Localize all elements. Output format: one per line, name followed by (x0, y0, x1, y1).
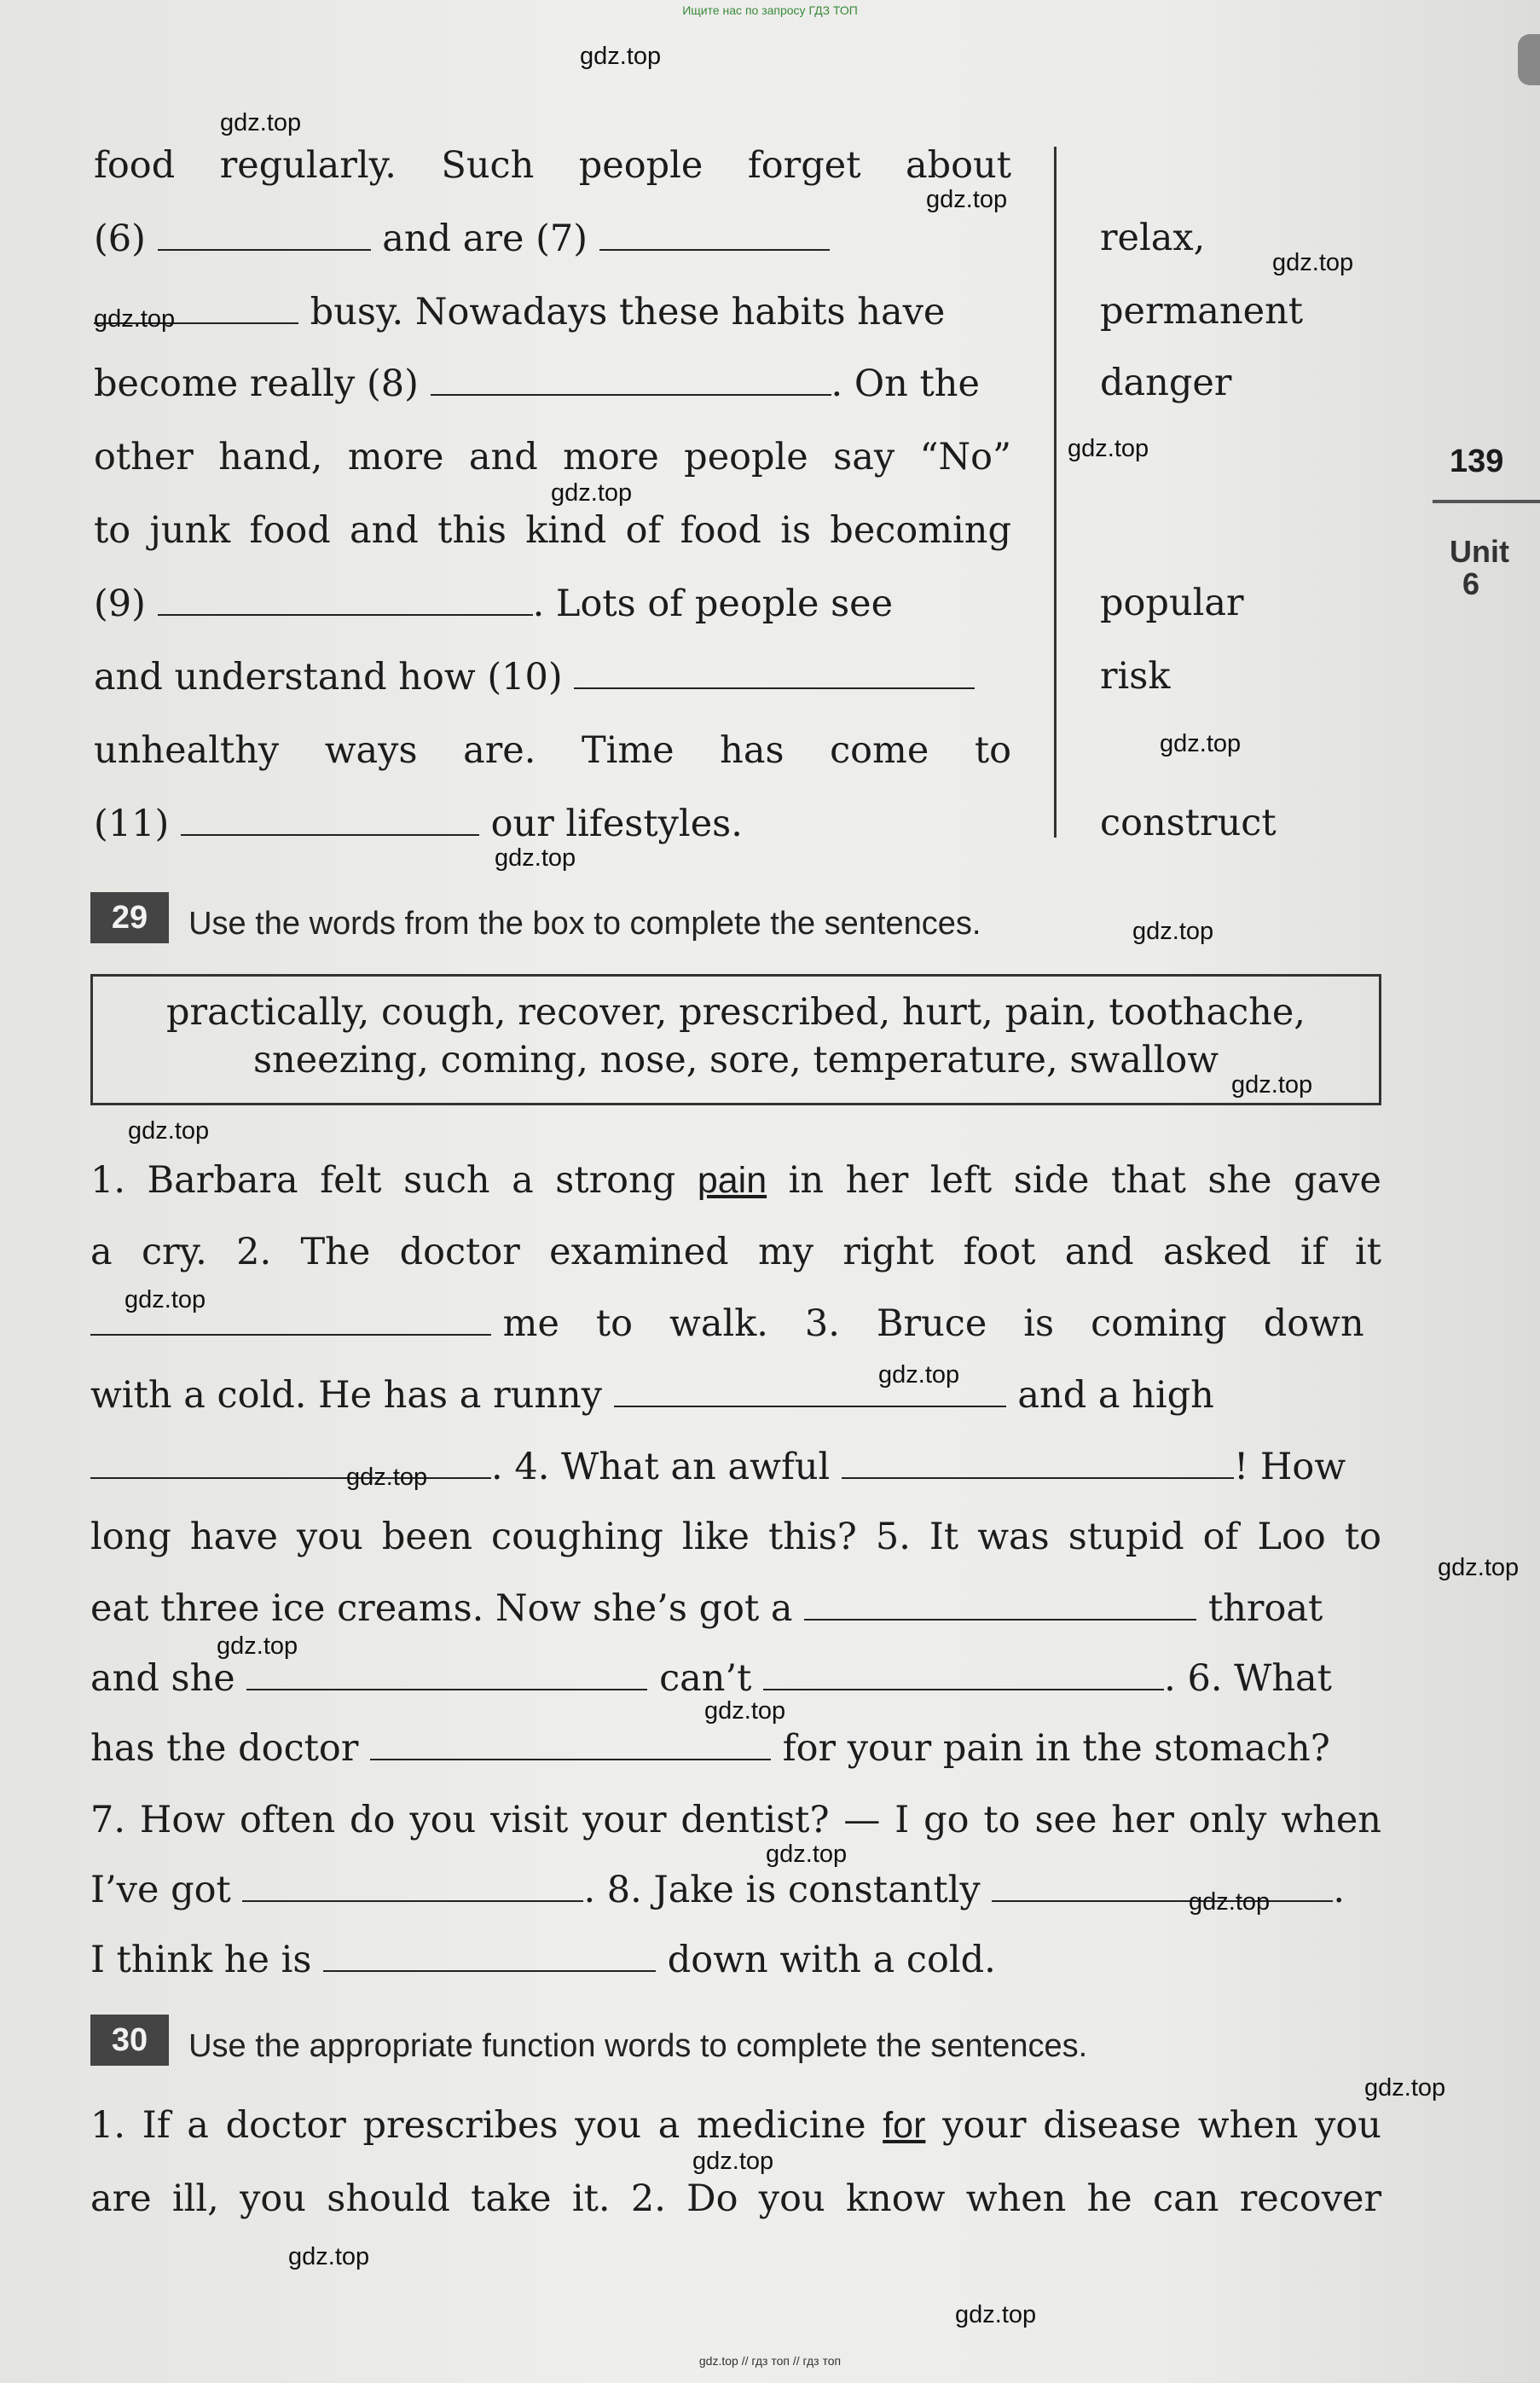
watermark: gdz.top (955, 2301, 1037, 2328)
ex29-line-5: . 4. What an awful ! How (90, 1445, 1346, 1489)
watermark: gdz.top (692, 2148, 774, 2175)
unit-label: Unit 6 (1450, 534, 1509, 601)
answer-blank (599, 220, 830, 251)
exercise-29-instruction: Use the words from the box to complete the sentences. (188, 906, 981, 942)
sample-answer: for (883, 2105, 926, 2146)
exercise-number-badge: 30 (90, 2015, 169, 2066)
ex28-line-9: unhealthy ways are. Time has come to (94, 729, 1011, 772)
watermark: gdz.top (704, 1697, 786, 1725)
watermark: gdz.top (495, 844, 576, 872)
answer-blank (992, 1871, 1333, 1902)
watermark: gdz.top (926, 186, 1008, 213)
word-box-line-2: sneezing, coming, nose, sore, temperature, swallow (252, 1039, 1219, 1081)
watermark: gdz.top (346, 1464, 428, 1491)
watermark: gdz.top (1438, 1554, 1520, 1581)
exercise-30-instruction: Use the appropriate function words to complete the sentences. (188, 2028, 1088, 2064)
ex28-line-4: become really (8) . On the (94, 362, 980, 405)
footer-note: gdz.top // гдз топ // гдз топ (698, 2354, 842, 2368)
watermark: gdz.top (1160, 730, 1242, 757)
ex30-line-2: are ill, you should take it. 2. Do you know when he can recover (90, 2177, 1381, 2220)
watermark: gdz.top (551, 479, 633, 507)
ex28-line-3: busy. Nowadays these habits have (94, 290, 945, 334)
ex28-line-2: (6) and are (7) (94, 217, 830, 261)
answer-blank (804, 1590, 1196, 1621)
ex29-line-7: eat three ice creams. Now she’s got a throat (90, 1587, 1323, 1630)
answer-blank (246, 1660, 647, 1690)
ex29-line-10: 7. How often do you visit your dentist? — I go to see her only when (90, 1799, 1381, 1841)
watermark: gdz.top (1272, 249, 1354, 276)
answer-blank (323, 1941, 656, 1972)
box-word: popular (1100, 582, 1244, 624)
ex28-line-5: other hand, more and more people say “No” (94, 436, 1011, 478)
page-edge-tab (1518, 34, 1540, 85)
answer-blank (574, 658, 975, 689)
watermark: gdz.top (94, 305, 176, 333)
watermark: gdz.top (1132, 918, 1214, 945)
answer-blank (158, 220, 371, 251)
watermark: gdz.top (217, 1632, 298, 1660)
watermark: gdz.top (1231, 1071, 1313, 1099)
ex29-line-12: I think he is down with a cold. (90, 1939, 996, 1981)
ex29-line-1: 1. Barbara felt such a strong pain in her left side that she gave (90, 1159, 1381, 1202)
ex30-line-1: 1. If a doctor prescribes you a medicine for your disease when you (90, 2104, 1381, 2147)
watermark: gdz.top (128, 1117, 210, 1145)
sample-answer: pain (697, 1160, 767, 1201)
box-word: danger (1100, 362, 1232, 404)
exercise-30-heading (90, 2015, 1087, 2066)
answer-blank (370, 1730, 771, 1760)
watermark: gdz.top (766, 1841, 848, 1868)
word-box (90, 974, 1381, 1105)
ex29-line-9: has the doctor for your pain in the stomach? (90, 1727, 1330, 1770)
watermark: gdz.top (1189, 1888, 1271, 1916)
watermark: gdz.top (580, 43, 662, 70)
ex28-line-10: (11) our lifestyles. (94, 803, 743, 845)
ex29-line-4: with a cold. He has a runny and a high (90, 1374, 1214, 1417)
watermark: gdz.top (878, 1361, 960, 1389)
exercise-number-badge: 29 (90, 892, 169, 943)
box-word: risk (1100, 655, 1171, 698)
answer-blank (181, 805, 479, 836)
ex28-line-7: (9) . Lots of people see (94, 583, 894, 625)
box-word: permanent (1100, 290, 1304, 333)
box-divider-line (1054, 147, 1057, 838)
ex28-line-6: to junk food and this kind of food is becoming (94, 509, 1011, 552)
watermark: gdz.top (1364, 2074, 1446, 2102)
box-word: construct (1100, 802, 1277, 844)
answer-blank (242, 1871, 583, 1902)
answer-blank (763, 1660, 1164, 1690)
page-number: 139 (1450, 444, 1504, 479)
word-box-line-1: practically, cough, recover, prescribed, hurt, pain, toothache, (166, 991, 1306, 1034)
answer-blank (90, 1448, 491, 1479)
ex29-line-8: and she can’t . 6. What (90, 1657, 1332, 1700)
ex29-line-11: I’ve got . 8. Jake is constantly . (90, 1869, 1346, 1911)
watermark: gdz.top (288, 2243, 370, 2270)
header-note: Ищите нас по запросу ГДЗ ТОП (682, 3, 858, 17)
watermark: gdz.top (124, 1286, 206, 1313)
page-number-rule (1433, 500, 1540, 503)
answer-blank (431, 365, 831, 396)
ex29-line-6: long have you been coughing like this? 5. It was stupid of Loo to (90, 1516, 1381, 1558)
exercise-29-heading (90, 892, 981, 943)
answer-blank (842, 1448, 1234, 1479)
watermark: gdz.top (1068, 435, 1149, 462)
answer-blank (158, 585, 533, 616)
box-word: relax, (1100, 217, 1206, 259)
ex29-line-2: a cry. 2. The doctor examined my right foot and asked if it (90, 1231, 1381, 1273)
watermark: gdz.top (220, 109, 302, 136)
ex28-line-8: and understand how (10) (94, 655, 975, 699)
ex29-line-3: me to walk. 3. Bruce is coming down (90, 1302, 1364, 1346)
ex28-line-1: food regularly. Such people forget about (94, 144, 1011, 187)
